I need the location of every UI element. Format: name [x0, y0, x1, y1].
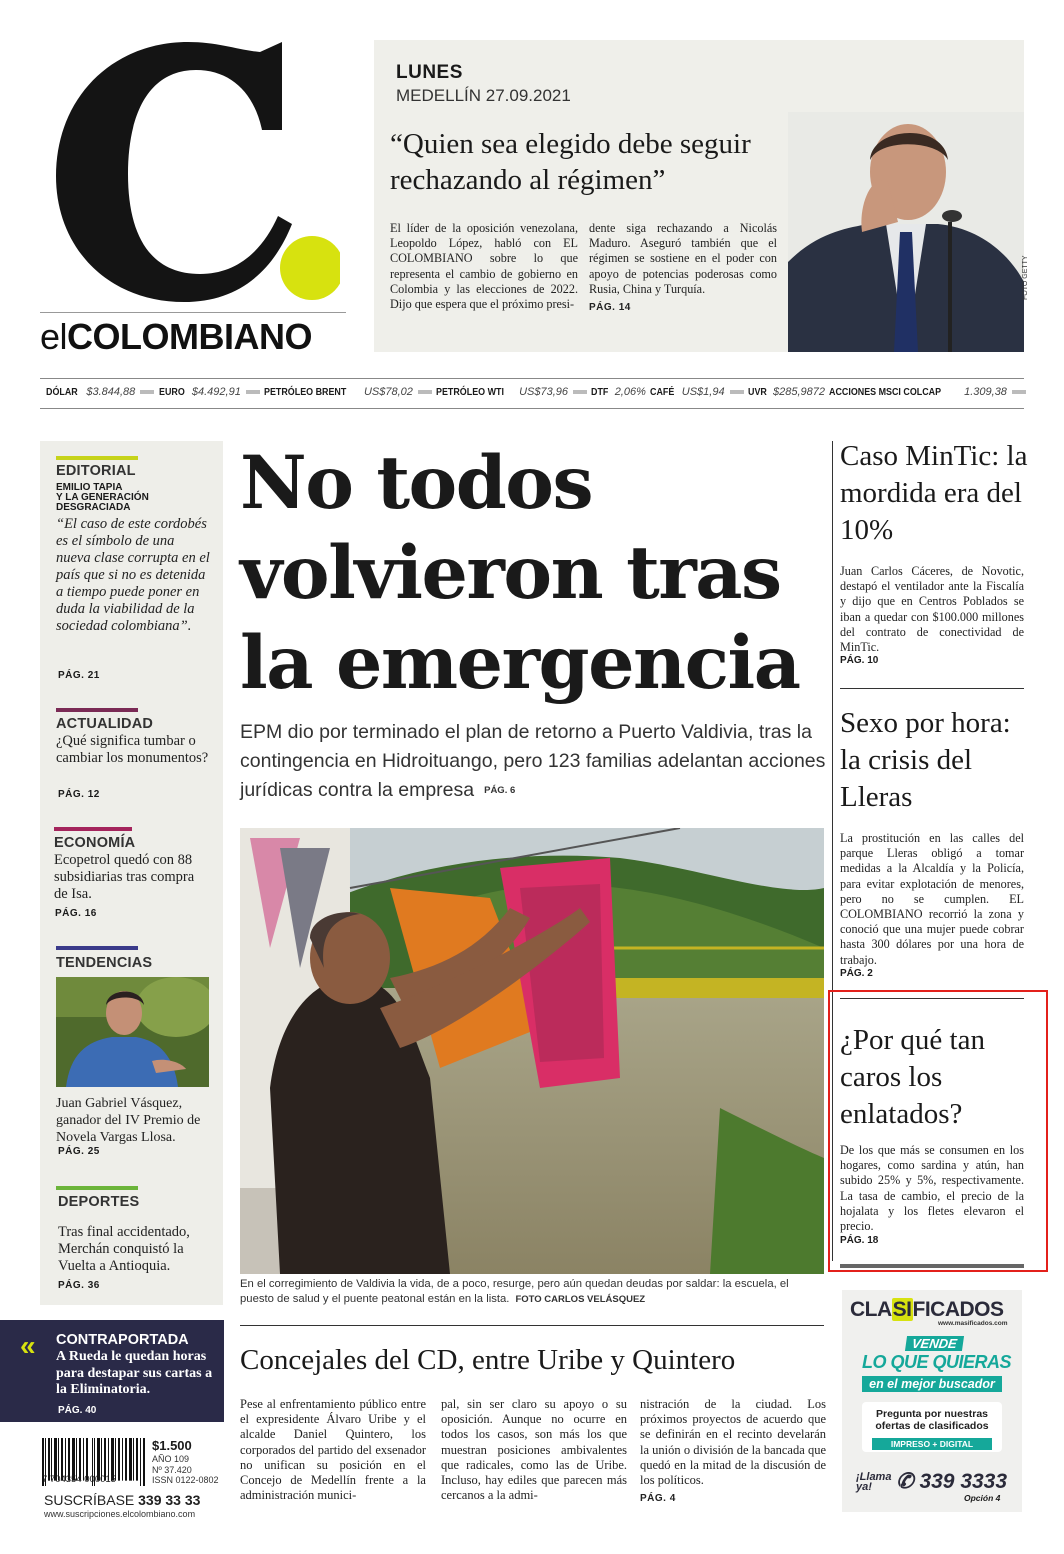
- enlatados-pag: PÁG. 18: [840, 1235, 879, 1246]
- economia-pag: PÁG. 16: [55, 908, 97, 919]
- ad-opcion: Opción 4: [964, 1493, 1001, 1503]
- juan-gabriel-vasquez-photo[interactable]: [56, 977, 209, 1087]
- actualidad-pag: PÁG. 12: [58, 789, 100, 800]
- ticker-item-wti: PETRÓLEO WTI US$73,96: [436, 386, 587, 398]
- deportes-rule: [56, 1186, 138, 1190]
- ticker-rule-bottom: [40, 408, 1024, 409]
- tendencias-pag: PÁG. 25: [58, 1146, 100, 1157]
- ad-en-el-mejor: en el mejor buscador: [862, 1376, 1002, 1392]
- contraportada-text: A Rueda le quedan horas para destapar sus cartas a la Eliminatoria.: [56, 1349, 213, 1397]
- sexo-headline[interactable]: Sexo por hora: la crisis del Lleras: [840, 707, 1011, 813]
- concejales-col1: Pese al enfrentamiento público entre el expresidente Álvaro Uribe y el alcalde Daniel Quintero, los corporados del partido del exsenador no unifican su posición en el Concejo de Medellín frente a la administración munici-: [240, 1397, 426, 1503]
- subscribe-line[interactable]: SUSCRÍBASE 339 33 33: [44, 1492, 201, 1508]
- main-deck-pag: PÁG. 6: [484, 785, 516, 797]
- concejales-col3: nistración de la ciudad. Los próximos proyectos de acuerdo que se definirán en el recinto develarán la unión o división de la bancada que quedó en la mitad de la discusión de los políticos. PÁG. 4: [640, 1397, 826, 1506]
- editorial-subtitle: EMILIO TAPIA Y LA GENERACIÓN DESGRACIADA: [56, 482, 149, 513]
- price: $1.500: [152, 1438, 192, 1453]
- edition-day: LUNES: [396, 62, 463, 83]
- concejales-col2: pal, sin ser claro su apoyo o su oposición. Aunque no ocurre en todos los casos, son más los que muestran posiciones ambivalentes que radicales, como las de Uribe. Incluso, hay ediles que parecen más cercanos a la admi-: [441, 1397, 627, 1503]
- deportes-title[interactable]: DEPORTES: [58, 1194, 140, 1210]
- ticker-item-dtf: DTF 2,06%: [591, 386, 646, 398]
- header-text-col2: dente siga rechazando a Nicolás Maduro. Aseguró también que el régimen se sostiene en el poder con apoyo de potencias poderosas como Rusia, China y Turquía. PÁG. 14: [589, 221, 777, 315]
- tendencias-title[interactable]: TENDENCIAS: [56, 955, 153, 971]
- edition-date: MEDELLÍN 27.09.2021: [396, 86, 571, 105]
- ticker-item-cafe: CAFÉ US$1,94: [650, 386, 743, 398]
- ad-vende: VENDE: [905, 1336, 964, 1351]
- ticker-item-uvr: UVR $285,9872: [747, 386, 825, 398]
- leopoldo-lopez-photo[interactable]: [788, 112, 1024, 352]
- actualidad-rule: [56, 708, 138, 712]
- photo-credit: FOTO GETTY: [1022, 255, 1029, 300]
- ticker-rule-top: [40, 378, 1024, 379]
- header-text-col1: El líder de la oposición venezolana, Leopoldo López, habló con EL COLOMBIANO sobre lo que representa el cambio de gobierno en Colombia y las elecciones de 2022. Dijo que espera que el próximo presi-: [390, 221, 578, 312]
- ad-llama-ya: ¡Llama ya!: [856, 1471, 892, 1493]
- contraportada-title: CONTRAPORTADA: [56, 1332, 189, 1348]
- sexo-pag: PÁG. 2: [840, 968, 873, 979]
- ticker-item-euro: EURO $4.492,91: [159, 386, 260, 398]
- right-rule-1: [840, 688, 1024, 689]
- editorial-text[interactable]: “El caso de este cordobés es el símbolo de una nueva clase corrupta en el país que si no es detenida a tiempo puede poner en duda la viabilidad de la sociedad colombiana”.: [56, 516, 210, 634]
- mintic-pag: PÁG. 10: [840, 655, 879, 666]
- editorial-pag: PÁG. 21: [58, 670, 100, 681]
- main-photo-credit: FOTO CARLOS VELÁSQUEZ: [515, 1294, 646, 1305]
- caption-rule: [240, 1325, 824, 1326]
- deportes-text[interactable]: Tras final accidentado, Merchán conquistó la Vuelta a Antioquia.: [58, 1224, 190, 1274]
- editorial-title[interactable]: EDITORIAL: [56, 463, 136, 479]
- actualidad-text[interactable]: ¿Qué significa tumbar o cambiar los monumentos?: [56, 733, 209, 766]
- main-headline[interactable]: No todos volvieron tras la emergencia: [240, 440, 800, 706]
- economia-title[interactable]: ECONOMÍA: [54, 835, 136, 851]
- barcode-number: 7 704354 000015: [42, 1474, 116, 1485]
- actualidad-title[interactable]: ACTUALIDAD: [56, 716, 154, 732]
- sexo-text: La prostitución en las calles del parque Lleras obligó a tomar medidas a la Alcaldía y la Policía, para evitar explotación de menores, pero no se cumplen. EL COLOMBIANO recorrió la zona y conoció que una mujer puede cobrar hasta 300 dólares por una hora de trabajo.: [840, 831, 1024, 967]
- phone-icon: ✆: [896, 1470, 914, 1493]
- ad-url: www.masificados.com: [938, 1320, 1008, 1327]
- logo-wordmark: elCOLOMBIANO: [40, 316, 313, 357]
- ticker-item-colcap: ACCIONES MSCI COLCAP 1.309,38: [829, 386, 1026, 398]
- contraportada-pag: PÁG. 40: [58, 1405, 97, 1416]
- highlight-box: [828, 990, 1048, 1272]
- tendencias-rule: [56, 946, 138, 950]
- economia-text[interactable]: Ecopetrol quedó con 88 subsidiarias tras compra de Isa.: [54, 852, 195, 902]
- enlatados-text: De los que más se consumen en los hogares, como sardina y atún, han subido 25% y 5%, respectivamente. La tasa de cambio, el precio de la hojalata y los fletes elevaron el precio.: [840, 1143, 1024, 1234]
- concejales-pag: PÁG. 4: [640, 1493, 676, 1505]
- concejales-headline[interactable]: Concejales del CD, entre Uribe y Quintero: [240, 1344, 736, 1376]
- header-pag: PÁG. 14: [589, 302, 631, 314]
- enlatados-headline[interactable]: ¿Por qué tan caros los enlatados?: [840, 1024, 985, 1130]
- ad-pregunta: Pregunta por nuestras ofertas de clasificados: [875, 1408, 989, 1432]
- logo-c-icon: [40, 12, 340, 312]
- editorial-rule: [56, 456, 138, 460]
- mintic-headline[interactable]: Caso MinTic: la mordida era del 10%: [840, 440, 1028, 546]
- market-ticker: [46, 386, 1026, 398]
- valdivia-woman-laundry-photo[interactable]: [240, 828, 824, 1274]
- deportes-pag: PÁG. 36: [58, 1280, 100, 1291]
- ad-lo-que-quieras: LO QUE QUIERAS: [862, 1352, 1012, 1372]
- ad-impreso-digital: IMPRESO + DIGITAL: [872, 1438, 992, 1450]
- ticker-item-brent: PETRÓLEO BRENT US$78,02: [264, 386, 432, 398]
- ticker-item-dolar: DÓLAR $3.844,88: [46, 386, 154, 398]
- tendencias-text[interactable]: Juan Gabriel Vásquez, ganador del IV Premio de Novela Vargas Llosa.: [56, 1096, 201, 1145]
- subscribe-url[interactable]: www.suscripciones.elcolombiano.com: [44, 1509, 196, 1519]
- header-quote-headline[interactable]: “Quien sea elegido debe seguir rechazando al régimen”: [390, 128, 751, 196]
- economia-rule: [54, 827, 132, 831]
- clasificados-logo: CLASIFICADOS: [850, 1298, 1004, 1321]
- ad-phone[interactable]: ✆ 339 3333: [896, 1470, 1008, 1493]
- logo-rule: [40, 312, 346, 313]
- main-photo-caption: En el corregimiento de Valdivia la vida, de a poco, resurge, pero aún quedan deudas por saldar: la escuela, el puesto de salud y el puente peatonal están en la lista. FOTO CARLOS VELÁSQUEZ: [240, 1278, 789, 1305]
- mintic-text: Juan Carlos Cáceres, de Novotic, destapó el ventilador ante la Fiscalía y dijo que en Centros Poblados se iban a quedar con $100.000 millones del contrato de conectividad de MinTic.: [840, 564, 1024, 655]
- double-chevron-left-icon: «: [20, 1330, 36, 1361]
- issue-info: AÑO 109 Nº 37.420 ISSN 0122-0802: [152, 1454, 219, 1485]
- main-deck: EPM dio por terminado el plan de retorno a Puerto Valdivia, tras la contingencia en Hidroituango, pero 123 familias adelantan acciones jurídicas contra la empresa PÁG. 6: [240, 721, 826, 801]
